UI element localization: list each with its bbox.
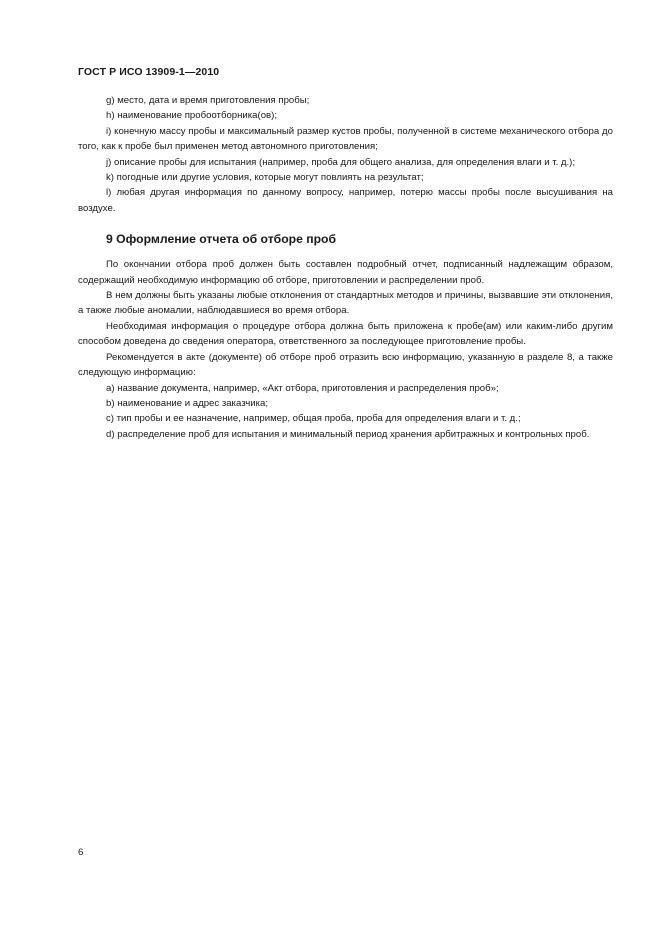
section-list-item-d: d) распределение проб для испытания и минимальный период хранения арбитражных и контрольных проб. [106,428,590,440]
section-list-item-a: a) название документа, например, «Акт отбора, приготовления и распределения проб»; [106,382,499,394]
document-body [78,93,613,442]
section-paragraph-1: По окончании отбора проб должен быть составлен подробный отчет, подписанный надлежащим образом, содержащий необходимую информацию об отборе, приготовлении и распределении проб. [78,259,613,286]
list-item-i: i) конечную массу пробы и максимальный размер кустов пробы, полученной в системе механического отбора до того, как к пробе был применен метод автономного приготовления; [78,125,613,153]
section-list-item-b: b) наименование и адрес заказчика; [106,397,269,409]
list-item-j: j) описание пробы для испытания (например, проба для общего анализа, для определения влаги и т. д.); [106,156,576,168]
document-header: ГОСТ Р ИСО 13909-1—2010 [78,66,220,78]
section-paragraph-4: Рекомендуется в акте (документе) об отборе проб отразить всю информацию, указанную в разделе 8, а также следующую информацию: [78,351,613,379]
page-number: 6 [78,847,84,858]
section-heading: 9 Оформление отчета об отборе проб [106,232,337,247]
list-item-l: l) любая другая информация по данному вопросу, например, потерю массы пробы после высушивания на воздухе. [78,187,613,214]
section-list-item-c: c) тип пробы и ее назначение, например, общая проба, проба для определения влаги и т. д.; [106,413,521,425]
list-item-k: k) погодные или другие условия, которые могут повлиять на результат; [106,172,424,184]
list-item-g: g) место, дата и время приготовления пробы; [106,95,310,106]
list-item-h: h) наименование пробоотборника(ов); [106,110,278,122]
section-paragraph-3: Необходимая информация о процедуре отбора должна быть приложена к пробе(ам) или каким-либо другим способом доведена до сведения оператора, ответственного за последующее приготовление пробы. [78,320,613,348]
section-paragraph-2: В нем должны быть указаны любые отклонения от стандартных методов и причины, вызвавшие эти отклонения, а также любые аномалии, наблюдавшиеся во время отбора. [78,290,613,317]
